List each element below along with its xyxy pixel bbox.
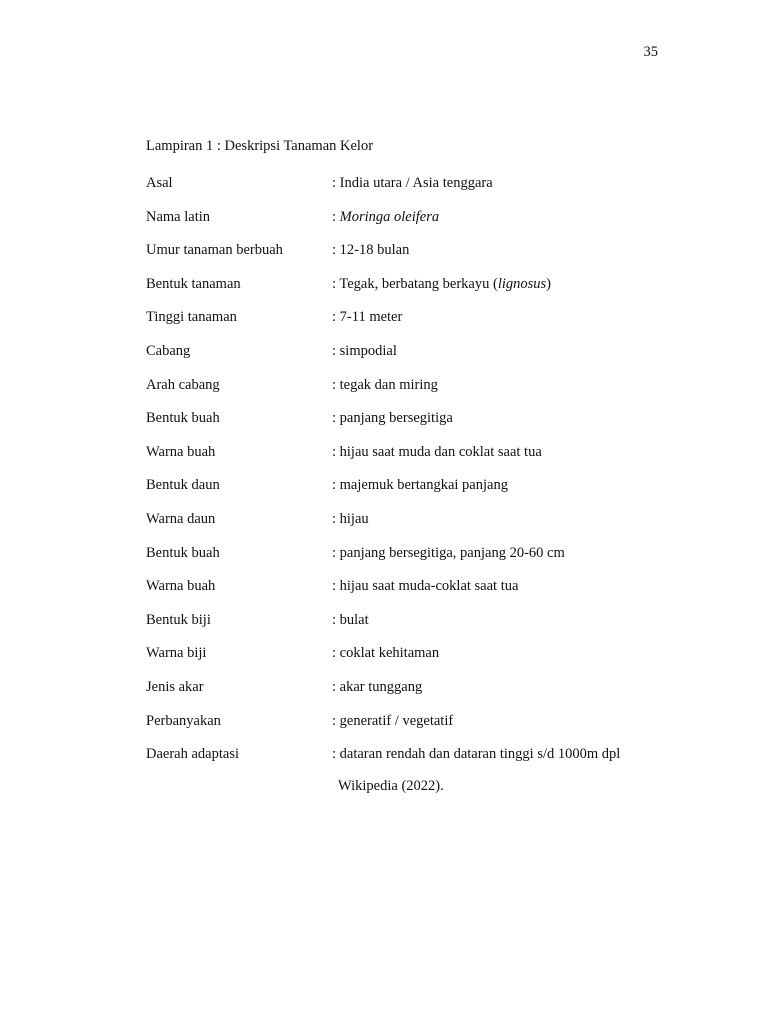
table-row <box>146 746 706 780</box>
row-value: : panjang bersegitiga <box>332 410 453 427</box>
row-value: : India utara / Asia tenggara <box>332 175 493 191</box>
table-row <box>146 377 706 411</box>
row-label: Warna buah <box>146 578 216 595</box>
table-row <box>146 713 706 747</box>
row-label: Nama latin <box>146 208 211 225</box>
row-value <box>332 209 439 226</box>
table-row <box>146 242 706 276</box>
row-label: Warna buah <box>146 443 216 460</box>
table-row <box>146 175 706 209</box>
row-value-italic: Moringa oleifera <box>339 208 440 225</box>
row-label: Bentuk tanaman <box>146 275 241 292</box>
row-label: Arah cabang <box>146 376 220 393</box>
row-value: : tegak dan miring <box>332 376 438 393</box>
appendix-title: Lampiran 1 : Deskripsi Tanaman Kelor <box>146 138 374 154</box>
table-row <box>146 645 706 679</box>
row-label: Bentuk daun <box>146 477 220 494</box>
row-label: Bentuk biji <box>146 611 211 628</box>
table-row <box>146 444 706 478</box>
table-row <box>146 578 706 612</box>
row-label: Bentuk buah <box>146 410 220 427</box>
row-value-prefix: : Tegak, berbatang berkayu ( <box>332 275 498 292</box>
row-label: Tinggi tanaman <box>146 309 237 326</box>
row-value: : simpodial <box>332 342 397 359</box>
table-row <box>146 309 706 343</box>
row-label: Jenis akar <box>146 678 204 695</box>
row-label: Bentuk buah <box>146 544 220 561</box>
table-row <box>146 209 706 243</box>
row-label: Asal <box>146 175 173 191</box>
row-value-suffix: ) <box>546 275 551 292</box>
table-row <box>146 612 706 646</box>
table-row <box>146 276 706 310</box>
row-value: : bulat <box>332 611 369 628</box>
table-row <box>146 545 706 579</box>
row-value: : 7-11 meter <box>332 309 403 326</box>
row-value: : hijau <box>332 510 369 527</box>
row-value <box>332 276 551 293</box>
row-value: : 12-18 bulan <box>332 242 410 259</box>
row-value: : hijau saat muda-coklat saat tua <box>332 578 519 595</box>
page-number: 35 <box>643 44 658 60</box>
table-row <box>146 343 706 377</box>
row-value: : akar tunggang <box>332 678 423 695</box>
row-value: : hijau saat muda dan coklat saat tua <box>332 443 542 460</box>
row-label: Umur tanaman berbuah <box>146 242 283 259</box>
row-label: Warna daun <box>146 510 216 527</box>
row-value-italic: lignosus <box>497 275 547 292</box>
row-value-prefix: : <box>332 208 340 225</box>
row-value: : dataran rendah dan dataran tinggi s/d 1000m dpl <box>332 746 621 763</box>
description-table <box>146 175 706 780</box>
row-label: Perbanyakan <box>146 712 221 729</box>
table-row <box>146 511 706 545</box>
table-row <box>146 477 706 511</box>
row-label: Cabang <box>146 342 191 359</box>
table-row <box>146 679 706 713</box>
row-value: : generatif / vegetatif <box>332 712 454 729</box>
row-value: : panjang bersegitiga, panjang 20-60 cm <box>332 544 565 561</box>
row-label: Daerah adaptasi <box>146 746 239 763</box>
row-value: : majemuk bertangkai panjang <box>332 477 508 494</box>
row-value: : coklat kehitaman <box>332 645 440 662</box>
table-row <box>146 410 706 444</box>
row-label: Warna biji <box>146 645 207 662</box>
source-citation: Wikipedia (2022). <box>338 778 444 794</box>
